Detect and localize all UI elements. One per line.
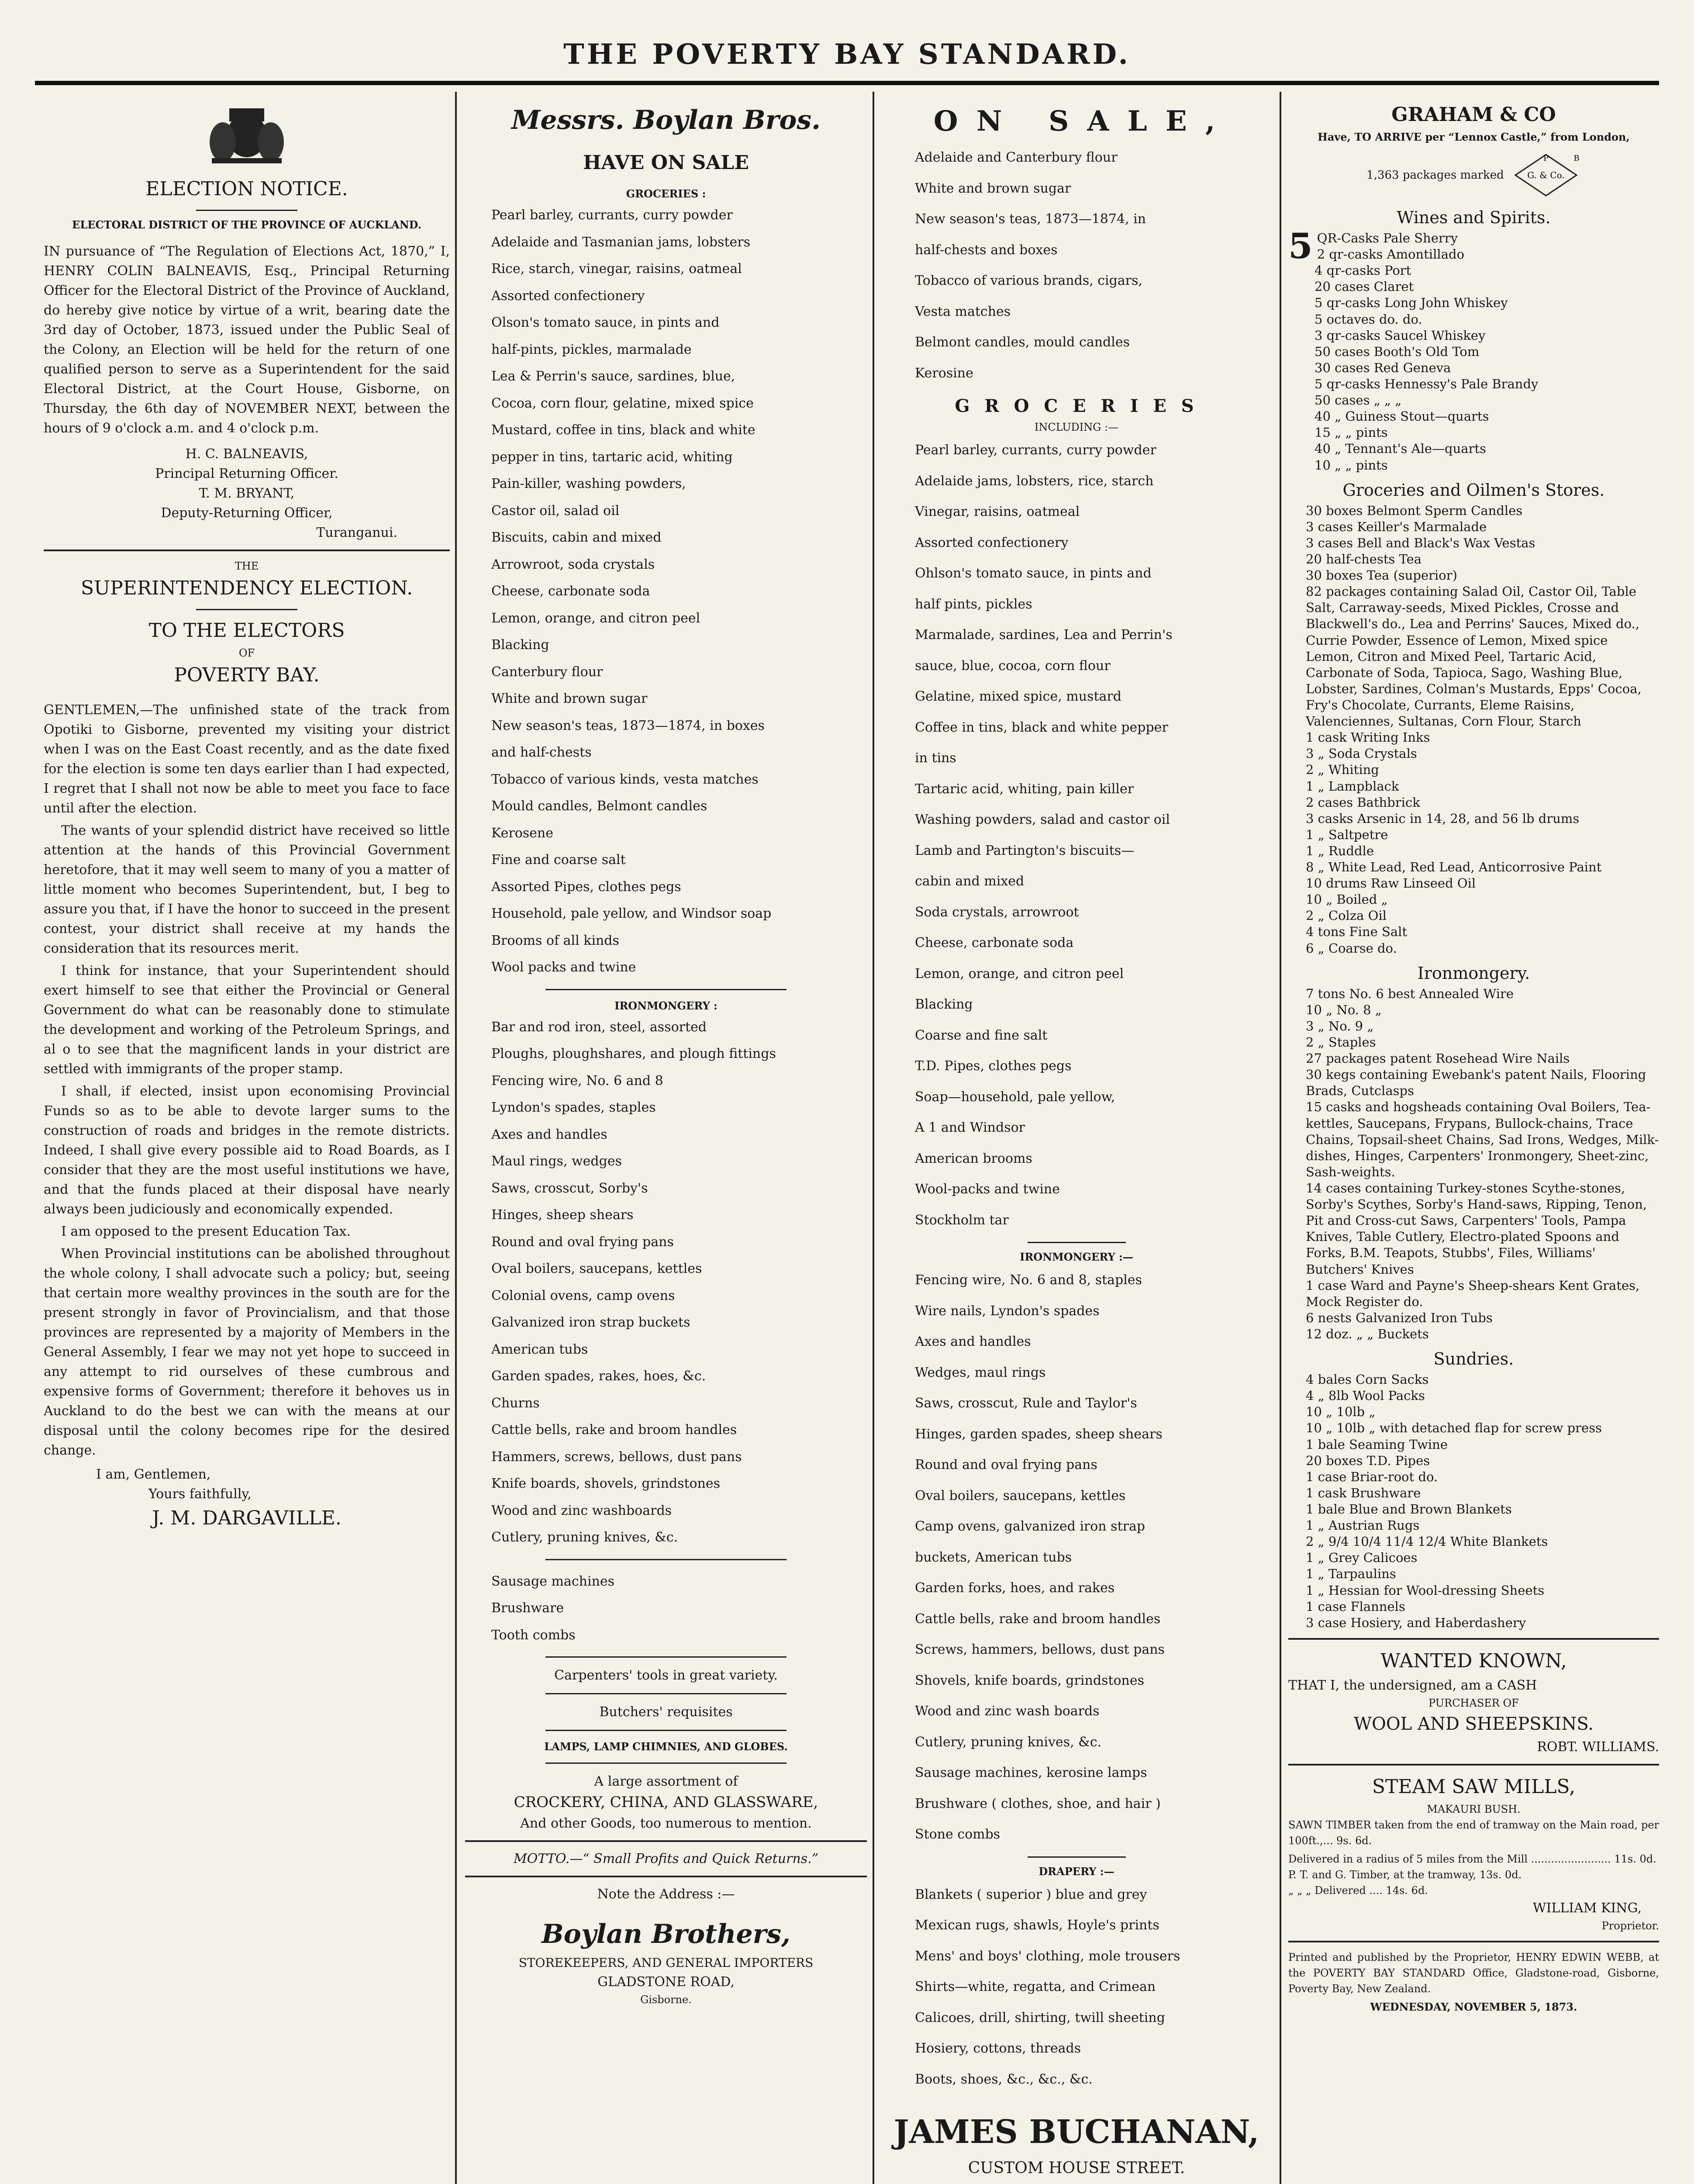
- column-buchanan: [880, 100, 1273, 2184]
- carpenters-tools: Carpenters' tools in great variety.: [554, 1668, 778, 1683]
- paragraph: The wants of your splendid district have received so little attention at the hands of this Provincial Government heretofore, that it may well seem to many of you a matter of little moment who becomes Superintendent, but, I beg to assure you that, if I have the honor to succeed in the present contest, your district shall receive at my hands the consideration that its resources merit.: [44, 823, 450, 956]
- list-item: Boots, shoes, &c., &c., &c.: [915, 2071, 1093, 2087]
- list-item: Wire nails, Lyndon's spades: [915, 1303, 1100, 1319]
- list-item: buckets, American tubs: [915, 1549, 1072, 1565]
- royal-crest-icon: [203, 100, 290, 166]
- divider: [465, 1840, 867, 1842]
- footer-road: GLADSTONE ROAD,: [597, 1974, 735, 1990]
- list-item: 2 „ Whiting: [1306, 762, 1379, 778]
- wanted-heading: WANTED KNOWN,: [1380, 1649, 1567, 1672]
- list-item: Cattle bells, rake and broom handles: [915, 1611, 1161, 1627]
- election-title: SUPERINTENDENCY ELECTION.: [80, 577, 413, 599]
- list-item: 1 case Briar-root do.: [1306, 1469, 1438, 1484]
- list-item: 10 „ Boiled „: [1306, 892, 1388, 907]
- list-item: Arrowroot, soda crystals: [491, 556, 655, 572]
- list-item: 1 „ Grey Calicoes: [1306, 1550, 1418, 1565]
- sig2-place: Turanganui.: [316, 525, 397, 540]
- divider: [545, 1656, 787, 1658]
- list-item: 1 bale Seaming Twine: [1306, 1437, 1448, 1452]
- list-item: Churns: [491, 1395, 540, 1411]
- firm-name: Messrs. Boylan Bros.: [511, 105, 821, 135]
- have-on-sale: HAVE ON SALE: [583, 152, 749, 174]
- list-item: 4 qr-casks Port: [1314, 263, 1411, 278]
- list-item: Biscuits, cabin and mixed: [491, 530, 662, 545]
- paragraph: When Provincial institutions can be abolished throughout the whole colony, I shall advocate such a policy; but, seeing that certain more wealthy provinces in the south are for the present strongly in favor of Provincialism, and that those provinces are represented by a majority of Members in the General Assembly, I fear we may not yet hope to succeed in any attempt to rid ourselves of these cumbrous and expensive forms of Government; therefore it behoves us in Auckland to do the best we can with the means at our disposal until the colony becomes ripe for the desired change.: [44, 1246, 450, 1458]
- list-item: Sausage machines: [491, 1573, 615, 1589]
- list-item: Kerosene: [491, 825, 553, 841]
- list-item: half-chests and boxes: [915, 242, 1058, 258]
- list-item: 1 „ Hessian for Wool-dressing Sheets: [1306, 1583, 1545, 1598]
- list-item: Wood and zinc wash boards: [915, 1704, 1100, 1719]
- list-item: Cutlery, pruning knives, &c.: [491, 1530, 678, 1545]
- list-item: Kerosine: [915, 365, 973, 381]
- motto: MOTTO.—“ Small Profits and Quick Returns.”: [514, 1851, 818, 1866]
- sundries-list: [1288, 1372, 1659, 1631]
- on-sale-heading: O N S A L E ,: [933, 105, 1220, 138]
- ironmongery-heading: IRONMONGERY :: [614, 999, 718, 1012]
- sig2-title: Deputy-Returning Officer,: [161, 505, 333, 521]
- list-item: 1 „ Tarpaulins: [1306, 1566, 1396, 1582]
- list-item: 30 kegs containing Ewebank's patent Nails, Flooring Brads, Cutclasps: [1306, 1067, 1646, 1099]
- list-item: Sausage machines, kerosine lamps: [915, 1765, 1147, 1780]
- list-item: 20 boxes T.D. Pipes: [1306, 1453, 1430, 1468]
- list-item: 1 „ Lampblack: [1306, 778, 1399, 794]
- list-item: and half-chests: [491, 745, 592, 760]
- list-item: half pints, pickles: [915, 596, 1032, 612]
- list-item: Tartaric acid, whiting, pain killer: [915, 781, 1134, 797]
- list-item: 20 cases Claret: [1314, 279, 1414, 294]
- list-item: P. T. and G. Timber, at the tramway, 13s. 0d.: [1288, 1868, 1522, 1881]
- list-item: Stone combs: [915, 1827, 1001, 1842]
- list-item: 10 „ 10lb „: [1306, 1404, 1376, 1420]
- list-item: 15 casks and hogsheads containing Oval Boilers, Tea-kettles, Saucepans, Frypans, Bullock-chains, Trace Chains, Topsail-sheet Chains, Sad Irons, Wedges, Milk-dishes, Hinges, Carpenters' Ironmongery, Sheet-zinc, Sash-weights.: [1306, 1099, 1659, 1179]
- list-item: 1 cask Brushware: [1306, 1485, 1421, 1500]
- notice-body: IN pursuance of “The Regulation of Elections Act, 1870,” I, HENRY COLIN BALNEAVIS, Esq., Principal Returning Officer for the Electoral District of the Province of Auckland, do hereby give notice by virtue of a writ, bearing date the 3rd day of October, 1873, issued under the Public Seal of the Colony, an Election will be held for the return of one qualified person to serve as a Superintendent for the said Electoral District, at the Court House, Gisborne, on Thursday, the 6th day of NOVEMBER NEXT, between the hours of 9 o'clock a.m. and 4 o'clock p.m.: [44, 244, 450, 436]
- list-item: Wood and zinc washboards: [491, 1503, 672, 1518]
- column-election: [44, 100, 450, 2184]
- list-item: Cheese, carbonate soda: [491, 584, 650, 599]
- list-item: 5 qr-casks Hennessy's Pale Brandy: [1314, 376, 1539, 391]
- column-divider: [873, 92, 874, 2184]
- list-item: Lea & Perrin's sauce, sardines, blue,: [491, 369, 735, 384]
- list-item: Blankets ( superior ) blue and grey: [915, 1887, 1147, 1902]
- list-item: Belmont candles, mould candles: [915, 335, 1130, 350]
- list-item: 7 tons No. 6 best Annealed Wire: [1306, 986, 1514, 1001]
- list-item: 10 „ No. 8 „: [1306, 1002, 1382, 1017]
- list-item: Blacking: [491, 637, 549, 653]
- masthead-rule: [35, 81, 1659, 85]
- list-item: Wool-packs and twine: [915, 1182, 1060, 1197]
- divider: [545, 989, 787, 990]
- list-item: 2 „ Colza Oil: [1306, 908, 1387, 923]
- paragraph: GENTLEMEN,—The unfinished state of the track from Opotiki to Gisborne, prevented my visiting your district when I was on the East Coast recently, and as the date fixed for the election is some ten days earlier than I had expected, I regret that I shall not now be able to meet you face to face until after the election.: [44, 702, 450, 816]
- mark-number: 5: [1288, 225, 1313, 266]
- paragraph: I shall, if elected, insist upon economising Provincial Funds so as to be able to devote larger sums to the construction of roads and bridges in the remote districts. Indeed, I shall give every possible aid to Road Boards, as I consider that they are the most useful institutions we have, and that the funds placed at their disposal have nearly always been judiciously and economically expended.: [44, 1084, 450, 1217]
- list-item: 2 „ Staples: [1306, 1035, 1376, 1050]
- sundries-heading: Sundries.: [1433, 1349, 1514, 1369]
- list-item: Adelaide jams, lobsters, rice, starch: [915, 473, 1154, 489]
- address-paragraphs: [44, 700, 450, 1460]
- diamond-mark-icon: [1511, 151, 1581, 199]
- mills-price-list: [1288, 1851, 1659, 1898]
- list-item: Pain-killer, washing powders,: [491, 476, 686, 491]
- list-item: Ploughs, ploughshares, and plough fittings: [491, 1046, 776, 1061]
- list-item: 5 octaves do. do.: [1314, 311, 1422, 327]
- list-item: Fine and coarse salt: [491, 852, 626, 867]
- list-item: QR-Casks Pale Sherry: [1317, 231, 1458, 245]
- list-item: Hinges, sheep shears: [491, 1207, 634, 1223]
- list-item: Round and oval frying pans: [915, 1457, 1097, 1472]
- list-item: 3 case Hosiery, and Haberdashery: [1306, 1615, 1526, 1630]
- closing-signature: J. M. DARGAVILLE.: [152, 1507, 342, 1529]
- of-label: OF: [238, 647, 255, 659]
- mills-signature: WILLIAM KING,: [1532, 1900, 1642, 1916]
- list-item: Blacking: [915, 997, 973, 1012]
- list-item: Saws, crosscut, Rule and Taylor's: [915, 1396, 1137, 1411]
- divider: [545, 1559, 787, 1560]
- shipping-mark-row: [1288, 151, 1659, 199]
- list-item: „ „ „ Delivered .... 14s. 6d.: [1288, 1884, 1428, 1897]
- list-item: Pearl barley, currants, curry powder: [491, 207, 733, 223]
- list-item: 12 doz. „ „ Buckets: [1306, 1327, 1429, 1341]
- wool-signature: ROBT. WILLIAMS.: [1537, 1739, 1659, 1755]
- list-item: New season's teas, 1873—1874, in: [915, 211, 1146, 227]
- list-item: Cattle bells, rake and broom handles: [491, 1422, 737, 1438]
- list-item: Lemon, orange, and citron peel: [915, 966, 1124, 981]
- list-item: Tobacco of various kinds, vesta matches: [491, 771, 759, 787]
- footer-town: Gisborne.: [640, 1994, 692, 2006]
- list-item: 1 „ Austrian Rugs: [1306, 1518, 1420, 1533]
- list-item: Axes and handles: [491, 1127, 607, 1142]
- drapery-heading: DRAPERY :—: [1038, 1865, 1114, 1878]
- list-item: Vesta matches: [915, 304, 1011, 319]
- lamps-line: LAMPS, LAMP CHIMNIES, AND GLOBES.: [544, 1740, 788, 1753]
- list-item: Oval boilers, saucepans, kettles: [491, 1261, 702, 1276]
- purchaser-label: PURCHASER OF: [1428, 1697, 1519, 1709]
- extra-list: [465, 1568, 867, 1649]
- list-item: Screws, hammers, bellows, dust pans: [915, 1642, 1165, 1657]
- list-item: White and brown sugar: [915, 180, 1071, 196]
- mills-sub: MAKAURI BUSH.: [1427, 1803, 1521, 1815]
- list-item: American brooms: [915, 1151, 1032, 1166]
- list-item: 4 tons Fine Salt: [1306, 924, 1408, 940]
- including-label: INCLUDING :—: [1034, 421, 1119, 433]
- list-item: Colonial ovens, camp ovens: [491, 1288, 675, 1303]
- list-item: Lamb and Partington's biscuits—: [915, 843, 1135, 858]
- closing-2: Yours faithfully,: [148, 1486, 252, 1502]
- divider: [44, 549, 450, 551]
- wanted-body: THAT I, the undersigned, am a CASH: [1288, 1677, 1537, 1693]
- list-item: Wool packs and twine: [491, 960, 636, 975]
- column-graham: [1288, 100, 1659, 2184]
- list-item: Garden forks, hoes, and rakes: [915, 1580, 1115, 1596]
- footer-name: JAMES BUCHANAN,: [894, 2113, 1259, 2151]
- list-item: 82 packages containing Salad Oil, Castor Oil, Table Salt, Carraway-seeds, Mixed Pickles, Crosse and Blackwell's do., Lea and Perrins' Sauces, Mixed do., Currie Powder, Essence of Lemon, Mixed spice Lemon, Citron and Mixed Peel, Tartaric Acid, Carbonate of Soda, Tapioca, Sago, Washing Blue, Lobster, Sardines, Colman's Mustards, Epps' Cocoa, Fry's Chocolate, Currants, Eleme Raisins, Valenciennes, Sultanas, Corn Flour, Starch: [1306, 584, 1642, 729]
- list-item: Soda crystals, arrowroot: [915, 904, 1079, 920]
- list-item: Gelatine, mixed spice, mustard: [915, 689, 1121, 704]
- list-item: 30 boxes Tea (superior): [1306, 568, 1457, 583]
- ironmongery-list: [880, 1265, 1273, 1850]
- mills-heading: STEAM SAW MILLS,: [1372, 1775, 1576, 1798]
- list-item: Lyndon's spades, staples: [491, 1100, 656, 1115]
- list-item: 6 „ Coarse do.: [1306, 940, 1397, 956]
- list-item: Mexican rugs, shawls, Hoyle's prints: [915, 1918, 1159, 1933]
- list-item: 3 cases Bell and Black's Wax Vestas: [1306, 535, 1535, 550]
- paragraph: I think for instance, that your Superintendent should exert himself to see that either the Provincial or General Government do what can be reasonably done to stimulate the development and working of the Petroleum Springs, and al o to see that the magnificent lands in your district are settled with immigrants of the proper stamp.: [44, 963, 450, 1077]
- groceries-list: [1288, 503, 1659, 957]
- column-divider: [455, 92, 457, 2184]
- list-item: Garden spades, rakes, hoes, &c.: [491, 1368, 706, 1384]
- list-item: Shirts—white, regatta, and Crimean: [915, 1979, 1156, 1994]
- mark-b: B: [1573, 154, 1580, 163]
- wines-list: [1288, 225, 1659, 473]
- list-item: Calicoes, drill, shirting, twill sheeting: [915, 2010, 1165, 2025]
- sig1-name: H. C. BALNEAVIS,: [185, 446, 308, 462]
- list-item: Delivered in a radius of 5 miles from the Mill ........................ 11s. 0d.: [1288, 1852, 1656, 1865]
- divider: [545, 1762, 787, 1764]
- divider: [1288, 1764, 1659, 1766]
- notice-title: ELECTION NOTICE.: [145, 178, 348, 200]
- divider: [1288, 1941, 1659, 1942]
- sig2-name: T. M. BRYANT,: [199, 486, 295, 501]
- list-item: pepper in tins, tartaric acid, whiting: [491, 449, 733, 465]
- list-item: A 1 and Windsor: [915, 1120, 1025, 1135]
- footer-description: STOREKEEPERS, AND GENERAL IMPORTERS: [518, 1956, 814, 1970]
- ironmongery-list: [1288, 986, 1659, 1342]
- list-item: Rice, starch, vinegar, raisins, oatmeal: [491, 261, 742, 276]
- column-divider: [1280, 92, 1281, 2184]
- list-item: Marmalade, sardines, Lea and Perrin's: [915, 627, 1173, 643]
- list-item: 1 „ Ruddle: [1306, 843, 1374, 858]
- list-item: 2 qr-casks Amontillado: [1317, 247, 1465, 262]
- list-item: Tobacco of various brands, cigars,: [915, 273, 1143, 288]
- list-item: Oval boilers, saucepans, kettles: [915, 1488, 1126, 1503]
- wool-line: WOOL AND SHEEPSKINS.: [1353, 1714, 1594, 1734]
- list-item: Olson's tomato sauce, in pints and: [491, 315, 720, 330]
- list-item: Coffee in tins, black and white pepper: [915, 719, 1168, 735]
- list-item: Lemon, orange, and citron peel: [491, 610, 700, 626]
- firm-name: GRAHAM & CO: [1391, 104, 1556, 126]
- list-item: Soap—household, pale yellow,: [915, 1089, 1115, 1105]
- other-goods-line: And other Goods, too numerous to mention.: [520, 1816, 812, 1831]
- divider: [545, 1730, 787, 1731]
- list-item: 20 half-chests Tea: [1306, 551, 1422, 567]
- closing-1: I am, Gentlemen,: [96, 1467, 211, 1482]
- list-item: Brooms of all kinds: [491, 933, 619, 948]
- list-item: T.D. Pipes, clothes pegs: [915, 1058, 1072, 1074]
- list-item: Pearl barley, currants, curry powder: [915, 442, 1156, 458]
- list-item: 3 casks Arsenic in 14, 28, and 56 lb drums: [1306, 811, 1580, 826]
- mills-signature-title: Proprietor.: [1601, 1919, 1659, 1932]
- list-item: 3 „ No. 9 „: [1306, 1018, 1374, 1033]
- poverty-bay: POVERTY BAY.: [174, 664, 320, 686]
- divider: [1028, 1242, 1126, 1243]
- list-item: Camp ovens, galvanized iron strap: [915, 1519, 1145, 1534]
- list-item: Coarse and fine salt: [915, 1027, 1048, 1043]
- newspaper-page: [35, 31, 1659, 2184]
- divider: [196, 609, 298, 610]
- list-item: Ohlson's tomato sauce, in pints and: [915, 566, 1152, 581]
- list-item: 2 „ 9/4 10/4 11/4 12/4 White Blankets: [1306, 1534, 1548, 1549]
- list-item: 3 cases Keiller's Marmalade: [1306, 519, 1487, 534]
- list-item: 1 „ Saltpetre: [1306, 827, 1388, 842]
- list-item: 10 „ 10lb „ with detached flap for screw press: [1306, 1420, 1602, 1436]
- list-item: Mens' and boys' clothing, mole trousers: [915, 1948, 1180, 1964]
- list-item: 10 drums Raw Linseed Oil: [1306, 876, 1476, 891]
- list-item: 3 qr-casks Saucel Whiskey: [1314, 328, 1486, 343]
- groceries-list: [465, 202, 867, 981]
- list-item: Shovels, knife boards, grindstones: [915, 1673, 1144, 1688]
- footer-street: CUSTOM HOUSE STREET.: [968, 2159, 1185, 2177]
- district-heading: ELECTORAL DISTRICT OF THE PROVINCE OF AUCKLAND.: [72, 218, 421, 231]
- list-item: 50 cases Booth's Old Tom: [1314, 344, 1480, 359]
- list-item: 1 case Ward and Payne's Sheep-shears Kent Grates, Mock Register do.: [1306, 1278, 1640, 1309]
- list-item: Galvanized iron strap buckets: [491, 1315, 690, 1330]
- ironmongery-heading: IRONMONGERY :—: [1020, 1251, 1133, 1263]
- divider: [545, 1693, 787, 1694]
- list-item: White and brown sugar: [491, 691, 648, 706]
- list-item: Brushware: [491, 1600, 564, 1616]
- list-item: 4 „ 8lb Wool Packs: [1306, 1388, 1425, 1403]
- list-item: Axes and handles: [915, 1334, 1031, 1349]
- list-item: Cocoa, corn flour, gelatine, mixed spice: [491, 395, 754, 411]
- issue-date: WEDNESDAY, NOVEMBER 5, 1873.: [1370, 2000, 1577, 2013]
- list-item: Household, pale yellow, and Windsor soap: [491, 906, 772, 921]
- list-item: cabin and mixed: [915, 874, 1025, 889]
- list-item: 1 cask Writing Inks: [1306, 730, 1430, 745]
- list-item: Round and oval frying pans: [491, 1234, 674, 1250]
- list-item: Castor oil, salad oil: [491, 503, 620, 518]
- assortment-line: A large assortment of: [594, 1774, 738, 1789]
- address-note: Note the Address :—: [597, 1887, 735, 1902]
- list-item: Vinegar, raisins, oatmeal: [915, 504, 1080, 519]
- list-item: Wedges, maul rings: [915, 1365, 1046, 1380]
- list-item: sauce, blue, cocoa, corn flour: [915, 658, 1111, 674]
- ironmongery-list: [465, 1014, 867, 1551]
- groceries-heading: G R O C E R I E S: [955, 396, 1198, 416]
- list-item: Fencing wire, No. 6 and 8, staples: [915, 1272, 1142, 1288]
- groceries-heading: GROCERIES :: [626, 187, 706, 200]
- list-item: 3 „ Soda Crystals: [1306, 746, 1417, 761]
- list-item: Assorted confectionery: [491, 288, 645, 304]
- list-item: 15 „ „ pints: [1314, 425, 1388, 440]
- list-item: American tubs: [491, 1341, 588, 1357]
- sale-items: [880, 142, 1273, 389]
- groceries-list: [880, 435, 1273, 1236]
- list-item: 8 „ White Lead, Red Lead, Anticorrosive Paint: [1306, 860, 1602, 875]
- crockery-line: CROCKERY, CHINA, AND GLASSWARE,: [514, 1794, 818, 1811]
- list-item: Hinges, garden spades, sheep shears: [915, 1426, 1163, 1442]
- groceries-heading: Groceries and Oilmen's Stores.: [1342, 480, 1605, 500]
- the-label: THE: [235, 560, 259, 572]
- packages-label: 1,363 packages marked: [1366, 168, 1504, 182]
- list-item: 1 case Flannels: [1306, 1599, 1405, 1614]
- arrive-line: Have, TO ARRIVE per “Lennox Castle,” from London,: [1318, 131, 1630, 143]
- list-item: 40 „ Tennant's Ale—quarts: [1314, 441, 1486, 456]
- list-item: in tins: [915, 750, 956, 766]
- list-item: New season's teas, 1873—1874, in boxes: [491, 718, 765, 733]
- list-item: Canterbury flour: [491, 664, 603, 680]
- list-item: Cheese, carbonate soda: [915, 935, 1074, 950]
- list-item: 5 qr-casks Long John Whiskey: [1314, 295, 1508, 311]
- list-item: Adelaide and Canterbury flour: [915, 150, 1118, 165]
- mark-center: G. & Co.: [1527, 170, 1565, 180]
- list-item: Fencing wire, No. 6 and 8: [491, 1073, 663, 1089]
- list-item: 6 nests Galvanized Iron Tubs: [1306, 1310, 1493, 1325]
- list-item: 30 boxes Belmont Sperm Candles: [1306, 503, 1523, 518]
- list-item: Hosiery, cottons, threads: [915, 2041, 1081, 2056]
- list-item: Mould candles, Belmont candles: [491, 798, 707, 814]
- list-item: 10 „ „ pints: [1314, 457, 1388, 473]
- list-item: Cutlery, pruning knives, &c.: [915, 1734, 1102, 1750]
- list-item: Assorted confectionery: [915, 535, 1069, 550]
- to-electors: TO THE ELECTORS: [148, 619, 345, 642]
- list-item: Saws, crosscut, Sorby's: [491, 1180, 648, 1196]
- list-item: 4 bales Corn Sacks: [1306, 1372, 1429, 1387]
- wines-heading: Wines and Spirits.: [1397, 208, 1551, 227]
- paragraph: I am opposed to the present Education Tax.: [61, 1224, 351, 1239]
- footer-firm-name: Boylan Brothers,: [542, 1919, 790, 1949]
- list-item: Knife boards, shovels, grindstones: [491, 1476, 721, 1491]
- list-item: 2 cases Bathbrick: [1306, 795, 1420, 810]
- mills-body: SAWN TIMBER taken from the end of tramway on the Main road, per 100ft.,... 9s. 6d.: [1288, 1818, 1659, 1847]
- imprint: Printed and published by the Proprietor, HENRY EDWIN WEBB, at the POVERTY BAY STANDARD Office, Gladstone-road, Gisborne, Poverty Bay, New Zealand.: [1288, 1951, 1659, 1995]
- list-item: Brushware ( clothes, shoe, and hair ): [915, 1796, 1161, 1811]
- list-item: Washing powders, salad and castor oil: [915, 812, 1170, 827]
- list-item: Adelaide and Tasmanian jams, lobsters: [491, 234, 750, 250]
- list-item: Maul rings, wedges: [491, 1154, 622, 1169]
- list-item: Hammers, screws, bellows, dust pans: [491, 1449, 742, 1465]
- butchers-requisites: Butchers' requisites: [599, 1704, 733, 1720]
- divider: [465, 1876, 867, 1877]
- list-item: 40 „ Guiness Stout—quarts: [1314, 409, 1489, 424]
- column-boylan: [465, 100, 867, 2184]
- sig1-title: Principal Returning Officer.: [155, 466, 338, 481]
- list-item: Tooth combs: [491, 1627, 576, 1643]
- list-item: 14 cases containing Turkey-stones Scythe-stones, Sorby's Scythes, Sorby's Hand-saws, Ripping, Tenon, Pit and Cross-cut Saws, Carpenters' Tools, Pampa Knives, Table Cutlery, Electro-plated Spoons and Forks, B.M. Teapots, Stubbs', Files, Williams' Butchers' Knives: [1306, 1181, 1647, 1277]
- list-item: 30 cases Red Geneva: [1314, 360, 1451, 375]
- list-item: half-pints, pickles, marmalade: [491, 342, 692, 357]
- list-item: 50 cases „ „ „: [1314, 393, 1402, 408]
- divider: [1288, 1638, 1659, 1640]
- list-item: Mustard, coffee in tins, black and white: [491, 422, 756, 438]
- mark-p: P: [1543, 154, 1549, 163]
- divider: [196, 210, 298, 211]
- drapery-list: [880, 1880, 1273, 2095]
- divider: [1028, 1856, 1126, 1858]
- ironmongery-heading: Ironmongery.: [1417, 963, 1530, 983]
- list-item: Bar and rod iron, steel, assorted: [491, 1019, 707, 1035]
- list-item: Stockholm tar: [915, 1212, 1009, 1228]
- list-item: 1 bale Blue and Brown Blankets: [1306, 1501, 1512, 1517]
- masthead: THE POVERTY BAY STANDARD.: [563, 38, 1131, 71]
- list-item: 27 packages patent Rosehead Wire Nails: [1306, 1051, 1570, 1066]
- list-item: Assorted Pipes, clothes pegs: [491, 879, 681, 895]
